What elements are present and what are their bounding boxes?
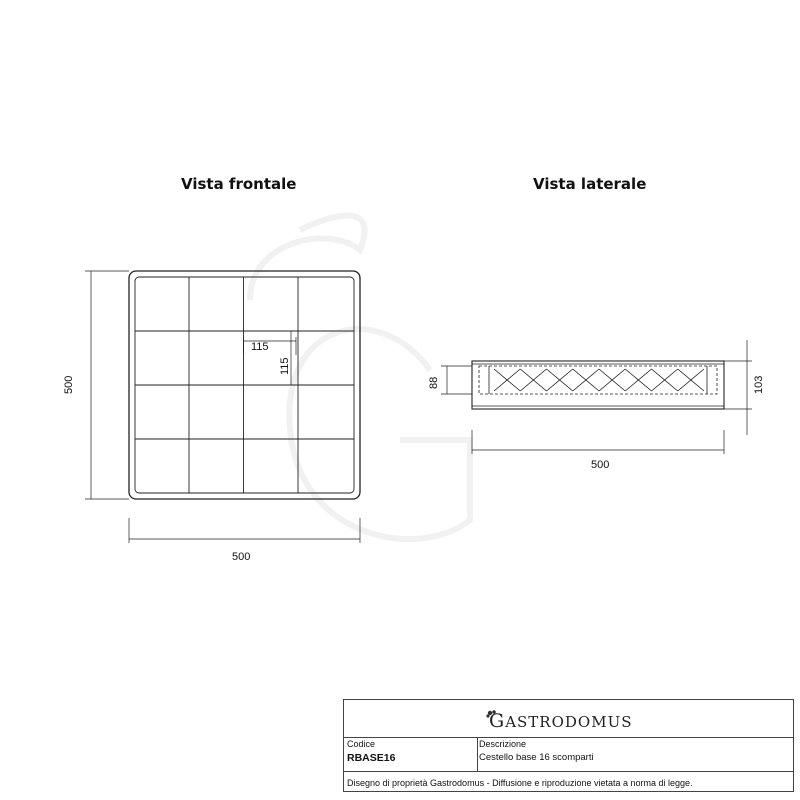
title-block-brand-row	[344, 700, 793, 738]
side-outer-height-label: 103	[753, 375, 765, 394]
front-height-dimension	[85, 271, 129, 499]
code-cell	[344, 737, 478, 771]
side-outer-height-dimension	[724, 340, 752, 435]
side-lattice	[494, 369, 704, 391]
front-height-label: 500	[63, 375, 75, 394]
brand-name	[489, 710, 633, 732]
side-width-dimension	[472, 430, 724, 454]
side-view	[441, 340, 752, 454]
side-outer-frame	[472, 361, 724, 409]
side-view-title: Vista laterale	[533, 175, 647, 193]
front-grid	[135, 277, 354, 493]
brand-name-rest: ASTRODOMUS	[505, 713, 633, 731]
title-block-code-row	[344, 737, 793, 772]
code-value: RBASE16	[347, 752, 396, 764]
cell-height-label: 115	[279, 357, 291, 375]
side-inner-height-label: 88	[428, 376, 440, 389]
description-value: Cestello base 16 scomparti	[479, 752, 594, 763]
title-block	[343, 699, 794, 792]
side-inner-height-dimension	[441, 366, 472, 394]
cell-width-label: 115	[251, 341, 269, 353]
side-width-label: 500	[591, 459, 610, 471]
front-view-title: Vista frontale	[181, 175, 297, 193]
ownership-notice: Disegno di proprietà Gastrodomus - Diffusione e riproduzione vietata a norma di legge.	[347, 778, 693, 788]
front-width-label: 500	[232, 551, 251, 563]
brand-name-initial: G	[489, 710, 506, 732]
code-label: Codice	[347, 739, 376, 749]
front-width-dimension	[129, 518, 360, 543]
description-label: Descrizione	[479, 739, 527, 749]
